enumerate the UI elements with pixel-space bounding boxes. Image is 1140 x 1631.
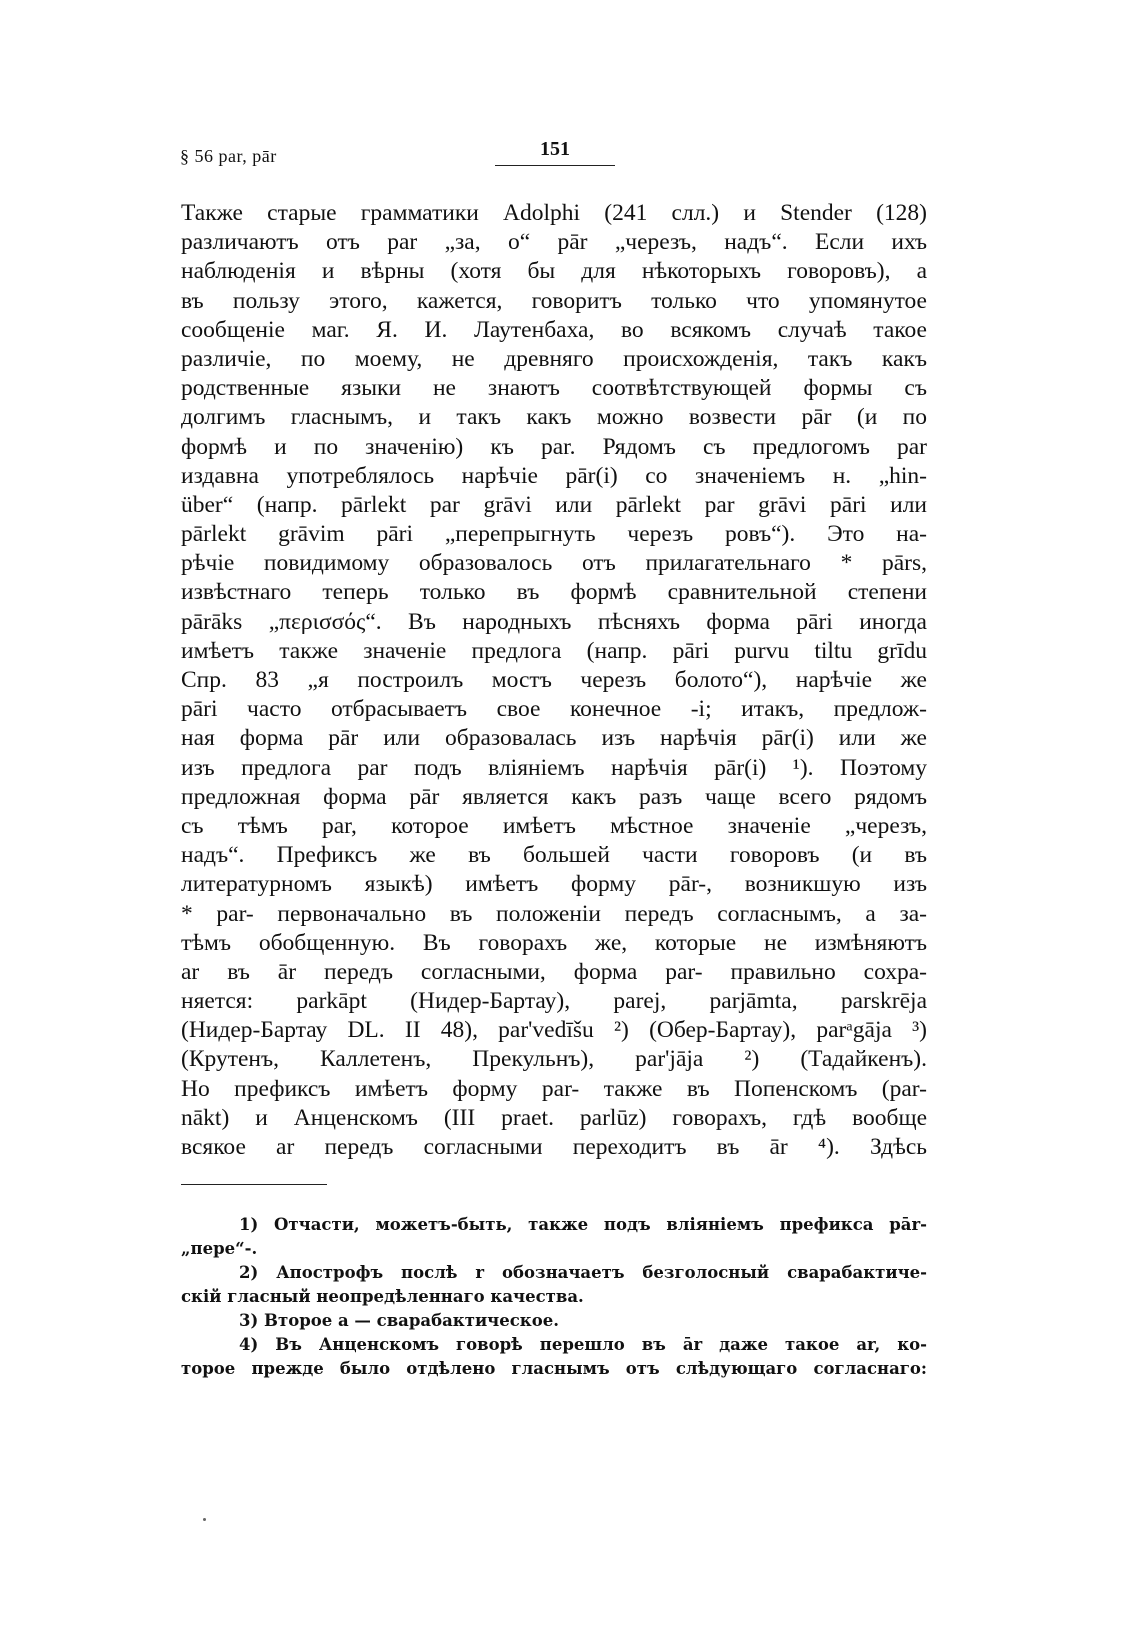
- footnote-line: скій гласный неопредѣленнаго качества.: [181, 1287, 584, 1306]
- text-line: литературномъ языкѣ) имѣетъ форму pār-, возникшую изъ: [181, 871, 927, 898]
- text-line: издавна употреблялось нарѣчіе pār(i) со значеніемъ н. „hin-: [181, 462, 927, 489]
- text-line: Спр. 83 „я построилъ мостъ черезъ болото“), нарѣчіе же: [181, 667, 927, 693]
- footnote-line: 3) Второе a — сварабактическое.: [239, 1311, 559, 1330]
- text-line: всякое ar передъ согласными переходитъ въ ār ⁴). Здѣсь: [181, 1134, 927, 1160]
- footnote-separator: [181, 1184, 327, 1185]
- text-line: формѣ и по значенію) къ par. Рядомъ съ предлогомъ par: [181, 433, 927, 460]
- footnote-line: 2) Апострофъ послѣ r обозначаетъ безголосный сварабактиче-: [239, 1263, 927, 1282]
- page-header: [180, 138, 920, 174]
- text-line: (Крутенъ, Каллетенъ, Прекульнъ), par'jāja ²) (Тадайкенъ).: [181, 1046, 927, 1073]
- text-line: рѣчіе повидимому образовалось отъ прилагательнаго * pārs,: [181, 550, 927, 577]
- text-line: предложная форма pār является какъ разъ чаще всего рядомъ: [181, 783, 927, 810]
- text-line: имѣетъ также значеніе предлога (напр. pāri purvu tiltu grīdu: [181, 637, 927, 664]
- text-line: pārāks „περισσός“. Въ народныхъ пѣсняхъ форма pāri иногда: [181, 608, 927, 635]
- footnote-line: 4) Въ Анценскомъ говорѣ перешло въ ār даже такое ar, ко-: [239, 1335, 927, 1354]
- text-line: pāri часто отбрасываетъ свое конечное -i; итакъ, предлож-: [181, 696, 927, 723]
- footnote-line: 1) Отчасти, можетъ-быть, также подъ вліяніемъ префикса pār-: [239, 1215, 927, 1234]
- text-line: съ тѣмъ par, которое имѣетъ мѣстное значеніе „черезъ,: [181, 812, 927, 839]
- text-line: über“ (напр. pārlekt par grāvi или pārlekt par grāvi pāri или: [181, 491, 927, 518]
- text-line: долгимъ гласнымъ, и такъ какъ можно возвести pār (и по: [181, 404, 927, 431]
- text-line: въ пользу этого, кажется, говоритъ только что упомянутое: [181, 287, 927, 314]
- text-line: извѣстнаго теперь только въ формѣ сравнительной степени: [181, 579, 927, 606]
- text-line: pārlekt grāvim pāri „перепрыгнуть черезъ ровъ“). Это на-: [181, 521, 927, 548]
- footnote-line: торое прежде было отдѣлено гласнымъ отъ слѣдующаго согласнаго:: [181, 1359, 927, 1378]
- text-line: няется: parkāpt (Нидер-Бартау), parej, parjāmta, parskrēja: [181, 988, 927, 1015]
- text-line: (Нидер-Бартау DL. II 48), par'vedīšu ²) (Обер-Бартау), parᵃgāja ³): [181, 1017, 927, 1044]
- text-line: тѣмъ обобщенную. Въ говорахъ же, которые не измѣняютъ: [181, 929, 927, 956]
- text-line: ar въ ār передъ согласными, форма par- правильно сохра-: [181, 958, 927, 985]
- text-line: ная форма pār или образовалась изъ нарѣчія pār(i) или же: [181, 725, 927, 752]
- text-line: различіе, по моему, не древняго происхожденія, такъ какъ: [181, 345, 927, 372]
- footnote-line: „пере“-.: [181, 1239, 258, 1258]
- scan-speck: [203, 1518, 206, 1521]
- text-line: наблюденія и вѣрны (хотя бы для нѣкоторыхъ говоровъ), а: [181, 258, 927, 285]
- footnotes: [181, 1213, 927, 1381]
- page-number: 151: [495, 138, 615, 166]
- text-line: Также старые грамматики Adolphi (241 слл.) и Stender (128): [181, 200, 927, 226]
- text-line: сообщеніе маг. Я. И. Лаутенбаха, во всякомъ случаѣ такое: [181, 316, 927, 343]
- text-line: надъ“. Префиксъ же въ большей части говоровъ (и въ: [181, 842, 927, 869]
- text-line: Но префиксъ имѣетъ форму par- также въ Попенскомъ (par-: [181, 1075, 927, 1102]
- text-line: nākt) и Анценскомъ (III praet. parlūz) говорахъ, гдѣ вообще: [181, 1104, 927, 1131]
- main-text: [181, 199, 927, 1162]
- text-line: изъ предлога par подъ вліяніемъ нарѣчія pār(i) ¹). Поэтому: [181, 754, 927, 781]
- text-line: родственные языки не знаютъ соотвѣтствующей формы съ: [181, 375, 927, 402]
- text-line: * par- первоначально въ положеніи передъ согласнымъ, а за-: [181, 900, 927, 927]
- section-heading: § 56 par, pār: [180, 146, 277, 166]
- text-line: различаютъ отъ par „за, о“ pār „черезъ, надъ“. Если ихъ: [181, 229, 927, 256]
